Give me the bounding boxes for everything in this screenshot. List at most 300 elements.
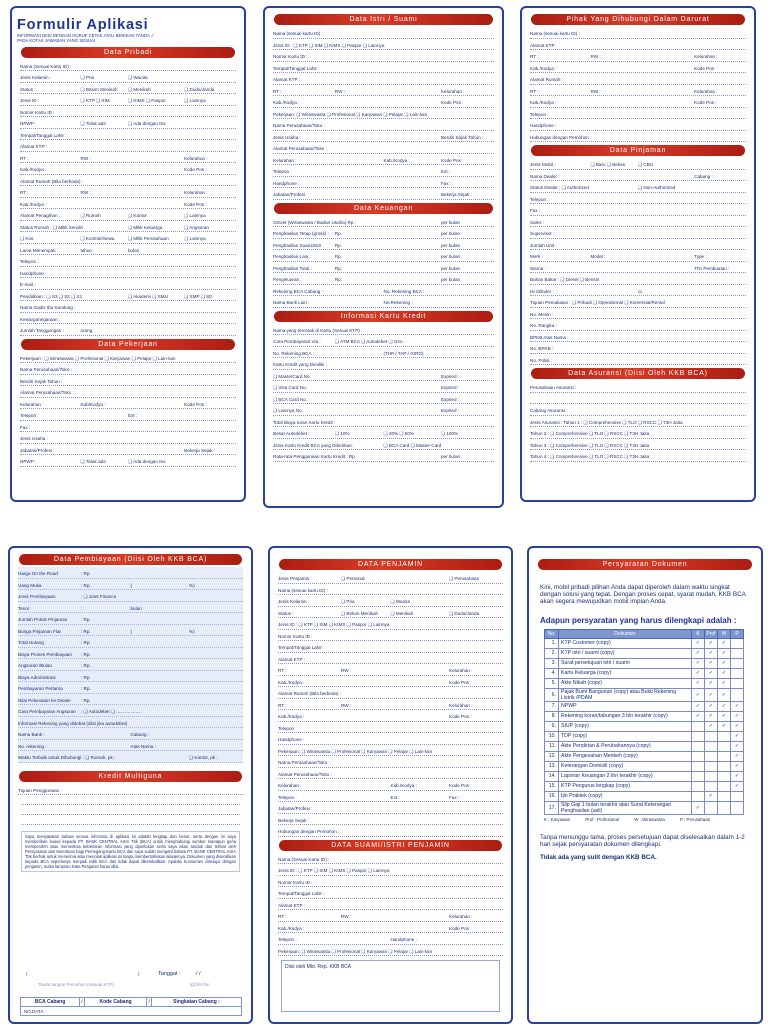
field-label: Telepon : xyxy=(20,259,39,265)
field-label: Jumlah Pokok Pinjaman xyxy=(18,617,68,622)
form-row xyxy=(273,239,494,251)
field-label: Tahun 4 : ❑ Comprehensive ❑ TLO ❑ RSCC ❑ T3H Jaita xyxy=(530,454,650,459)
field-label: Bahan Bakar : ❑ Diesel ❑ Bensin xyxy=(530,277,600,282)
form-row xyxy=(20,278,236,290)
doc-name: KTP istri / suami (copy) xyxy=(559,648,692,658)
form-row xyxy=(20,117,236,129)
field-label: Warna : xyxy=(530,265,546,271)
field-label: Penghasilan Tetap (gross) : xyxy=(273,231,329,236)
field-label: Bekerja Sejak : xyxy=(278,817,309,823)
field-label: Pekerjaan: ❑ Wiraswasta ❑ Profesional ❑ Karyawan ❑ Pelajar ❑ Lain-lain xyxy=(273,111,428,117)
document-row xyxy=(545,711,744,721)
check-w: ✓ xyxy=(718,648,731,658)
field-label: Telepon : xyxy=(273,169,292,174)
doc-number: 9. xyxy=(545,721,559,731)
form-row xyxy=(530,296,746,308)
field-label: Telepon : xyxy=(530,196,549,202)
form-subtitle-2: PADA KOTAK JAWABAN YANG SESUAI xyxy=(17,38,96,44)
field-label: Rp. xyxy=(334,254,343,259)
form-row xyxy=(273,119,494,131)
field-label: %) xyxy=(189,582,195,588)
field-label: ❑ 10% xyxy=(334,431,350,436)
field-label: ❑ Tidak ada xyxy=(80,459,106,465)
form-row xyxy=(273,131,494,143)
form-row xyxy=(278,945,503,957)
form-row xyxy=(530,193,746,205)
field-label: ❑ Kantor, pk : xyxy=(189,755,218,760)
check-w xyxy=(718,801,731,814)
form-row xyxy=(530,27,746,39)
field-label: Lama Menempati : xyxy=(20,247,59,253)
form-row xyxy=(20,352,236,364)
field-label: Biaya Proses Pembiayaan xyxy=(18,651,72,657)
field-label: Jumlah Unit : xyxy=(530,242,557,248)
field-label: No. Rangka : xyxy=(530,323,557,328)
field-label: Atas Nama : xyxy=(130,743,156,749)
field-label: Jenis Pembiayaan xyxy=(18,594,56,599)
form-row xyxy=(273,227,494,239)
form-row xyxy=(273,262,494,274)
form-row xyxy=(273,285,494,297)
form-row xyxy=(18,602,243,614)
check-p: ✓ xyxy=(731,711,744,721)
check-k xyxy=(692,771,705,781)
field-label: Kab./Kodya : xyxy=(390,783,417,788)
form-row xyxy=(530,170,746,182)
field-label: cc xyxy=(638,288,643,294)
field-label: per bulan xyxy=(440,454,461,459)
field-label: Kode Pos : xyxy=(449,925,472,931)
doc-number: 2. xyxy=(545,648,559,658)
form-row xyxy=(273,154,494,166)
form-row xyxy=(273,73,494,85)
form-row xyxy=(273,416,494,428)
document-row xyxy=(545,741,744,751)
field-label: Jabatan/Profesi : xyxy=(20,447,55,453)
legend-w: W : Wiraswasta xyxy=(634,816,665,822)
check-p: ✓ xyxy=(731,761,744,771)
doc-name: NPWP xyxy=(559,701,692,711)
form-row xyxy=(278,699,503,711)
field-label: Nama (Sesuai Kartu ID) : xyxy=(278,856,330,862)
field-label: ❑ Belum Menikah xyxy=(341,610,379,616)
field-label: Nomor Kartu ID : xyxy=(20,109,55,115)
form-row xyxy=(20,60,236,72)
form-row xyxy=(20,140,236,152)
blank-line xyxy=(21,815,240,825)
field-label: No. Rekening BCA : xyxy=(383,288,425,294)
form-row xyxy=(273,50,494,62)
section-header-data-asuransi: Data Asuransi (Diisi Oleh KKB BCA) xyxy=(531,368,745,379)
check-w: ✓ xyxy=(718,701,731,711)
doc-number: 1. xyxy=(545,638,559,648)
form-row xyxy=(18,590,243,602)
field-label: Kode Pos : xyxy=(184,401,207,407)
check-w: ✓ xyxy=(718,721,731,731)
field-label: ❑ BCA Card No. xyxy=(273,396,308,402)
field-label: Telepon : xyxy=(278,794,297,800)
field-label: Kelurahan : xyxy=(278,783,302,788)
form-row xyxy=(530,131,746,143)
footer-kode-cabang: Kode Cabang xyxy=(84,998,147,1007)
form-row xyxy=(273,142,494,154)
field-label: Jenis Usaha : xyxy=(20,436,48,442)
fields-data-penjamin xyxy=(278,572,503,837)
field-label: Jenis Usaha : xyxy=(273,134,301,140)
check-w xyxy=(718,751,731,761)
form-row xyxy=(20,444,236,456)
form-row xyxy=(278,630,503,642)
field-label: RW : xyxy=(590,88,601,94)
field-label: ❑ Milik Keluarga xyxy=(128,224,163,230)
check-prof xyxy=(705,731,718,741)
field-label: Kode Pos : xyxy=(449,679,472,685)
field-label: Alamat Perusahaan/Toko : xyxy=(273,146,327,151)
form-row xyxy=(18,682,243,694)
check-k: ✓ xyxy=(692,658,705,668)
form-row xyxy=(530,308,746,320)
check-w xyxy=(718,771,731,781)
form-row xyxy=(530,354,746,366)
branch-footer-table xyxy=(20,997,242,1016)
section-header-data-penjamin: DATA PENJAMIN xyxy=(279,559,502,570)
field-label: RT : xyxy=(278,914,287,919)
field-label: Rekening BCA Cabang : xyxy=(273,288,323,294)
form-row xyxy=(20,409,236,421)
field-label: Ext : xyxy=(440,169,451,174)
check-k: ✓ xyxy=(692,701,705,711)
signature-close: ) xyxy=(138,971,140,976)
field-label: Status Rumah : ❑ Milik Sendiri xyxy=(20,224,84,230)
field-label: RW : xyxy=(334,88,345,94)
field-label: Informasi Rekening yang didebet (diisi jika autodebet) xyxy=(18,720,128,726)
form-row xyxy=(530,342,746,354)
section-header-data-pekerjaan: Data Pekerjaan xyxy=(21,339,235,350)
field-label: ❑ Lainnya xyxy=(184,98,206,104)
form-row xyxy=(530,39,746,51)
field-label: Jenis Mobil : xyxy=(530,162,556,167)
doc-name: Akte Nikah (copy) xyxy=(559,678,692,688)
form-row xyxy=(20,421,236,433)
fields-kredit-multiguna xyxy=(18,784,243,796)
field-label: ❑ Belum Menikah xyxy=(80,86,118,92)
field-label: ❑ BCA Card ❑ Master Card xyxy=(383,442,442,448)
field-label: ❑ 30% ❑ 50% xyxy=(383,431,414,436)
section-header-data-pembiayaan: Data Pembiayaan (Diisi Oleh KKB BCA) xyxy=(19,554,242,565)
field-label: : Rp. xyxy=(81,697,91,703)
check-prof xyxy=(705,771,718,781)
field-label: RT : xyxy=(20,155,29,161)
check-w: ✓ xyxy=(718,638,731,648)
form-row xyxy=(278,791,503,803)
check-w: ✓ xyxy=(718,668,731,678)
field-label: Kelurahan : xyxy=(694,88,718,94)
document-row xyxy=(545,801,744,814)
form-row xyxy=(530,262,746,274)
form-row xyxy=(278,922,503,934)
check-prof: ✓ xyxy=(705,668,718,678)
field-label: Thn Pembuatan : xyxy=(694,265,730,271)
check-prof xyxy=(705,751,718,761)
form-row xyxy=(20,221,236,233)
form-row xyxy=(20,432,236,444)
form-row xyxy=(20,129,236,141)
form-row xyxy=(273,188,494,200)
document-row xyxy=(545,658,744,668)
form-row xyxy=(278,899,503,911)
field-label: per bulan xyxy=(440,254,461,259)
tanggal-label: Tanggal : xyxy=(158,971,181,977)
form-row xyxy=(278,853,503,865)
field-label: Bekerja Sejak : xyxy=(184,447,216,453)
document-row xyxy=(545,648,744,658)
field-label: Total Biaya Iuran Kartu Kredit : xyxy=(273,419,336,425)
check-k xyxy=(692,761,705,771)
intro-paragraph: Kini, mobil pribadi pilihan Anda dapat diperoleh dalam waktu singkat dengan solusi yang tepat. Dengan proses cepat, syarat mudah, KKB BCA akan segera mewujudkan mobil impian Anda. xyxy=(540,584,746,606)
field-label: Nama (sesuai kartu ID) : xyxy=(278,587,328,593)
field-label: per bulan xyxy=(440,277,461,282)
form-row xyxy=(20,94,236,106)
check-p: ✓ xyxy=(731,751,744,761)
field-label: RT : xyxy=(278,668,287,673)
field-label: Kelurahan : xyxy=(273,157,297,163)
field-label: BPKB Atas Nama : xyxy=(530,334,569,340)
field-label: Kode Pos : xyxy=(184,201,207,207)
form-row xyxy=(20,363,236,375)
check-k: ✓ xyxy=(692,648,705,658)
check-w xyxy=(718,761,731,771)
field-label: Handphone : xyxy=(390,937,417,942)
field-label: ❑ Wanita xyxy=(128,75,148,81)
field-label: Nama yang tercetak di Kartu (Sesuai KTP) : xyxy=(273,327,363,333)
field-label: Berdiri Sejak Tahun : xyxy=(440,134,484,140)
field-label: No. BPKB : xyxy=(530,346,554,351)
doc-number: 10. xyxy=(545,731,559,741)
field-label: ❑ Pria xyxy=(80,75,95,81)
form-row xyxy=(20,106,236,118)
signature-caption: Tanda tangan Pemohon (Sesuai KTP) xyxy=(38,982,114,987)
form-row xyxy=(20,175,236,187)
check-prof xyxy=(705,781,718,791)
field-label: Alamat Perusahaan/Toko : xyxy=(20,390,74,396)
check-p: ✓ xyxy=(731,701,744,711)
panel-penjamin xyxy=(268,546,513,1024)
check-w xyxy=(718,781,731,791)
check-p: ✓ xyxy=(731,741,744,751)
check-prof: ✓ xyxy=(705,658,718,668)
field-label: Nama Gadis Ibu Kandung : xyxy=(20,305,76,311)
form-row xyxy=(273,27,494,39)
field-label: ❑ Baru ❑ Bekas xyxy=(590,162,626,167)
outro-paragraph: Tanpa menunggu lama, proses persetujuan dapat diselesaikan dalam 1-2 hari sejak persyaratan dokumen dilengkapi. xyxy=(540,833,745,848)
form-row xyxy=(20,232,236,244)
field-label: Pendidikan : ❑ S3 ❑ S2 ❑ S1 xyxy=(20,293,83,299)
form-row xyxy=(278,864,503,876)
field-label: Kab./Kodya : xyxy=(530,100,557,105)
field-label: Alamat Rumah (Bila berbeda) : xyxy=(20,178,84,184)
field-label: Cabang : xyxy=(130,732,150,737)
field-label: Model : xyxy=(590,254,606,259)
field-label: No. Polisi : xyxy=(530,357,552,363)
doc-number: 3. xyxy=(545,658,559,668)
field-label: Pekerjaan: ❑ Wiraswasta ❑ Profesional ❑ Karyawan ❑ Pelajar ❑ Lain-lain xyxy=(278,748,433,754)
form-title: Formulir Aplikasi xyxy=(17,17,149,33)
field-label: ❑ Kantor xyxy=(128,213,147,219)
field-label: Perusahaan Asuransi : xyxy=(530,385,577,390)
field-label: Kab./Kodya : xyxy=(530,65,557,71)
doc-name: KTP Pengurus lengkap (copy) xyxy=(559,781,692,791)
form-row xyxy=(530,285,746,297)
field-label: : Rp. xyxy=(81,663,91,668)
field-label: Fax : xyxy=(440,180,452,186)
field-label: ❑ Lainnya xyxy=(184,213,206,219)
form-row xyxy=(530,450,746,462)
field-label: Total Hutang xyxy=(18,640,44,645)
field-label: Kab./Kodya : xyxy=(273,100,300,105)
check-p xyxy=(731,791,744,801)
form-row xyxy=(20,152,236,164)
check-p xyxy=(731,688,744,701)
field-label: Kelurahan : xyxy=(449,668,473,673)
field-label: RW : xyxy=(80,190,91,196)
field-label: Alamat Perusahaan/Toko : xyxy=(278,771,332,777)
form-row xyxy=(273,62,494,74)
signature-open: ( xyxy=(26,971,28,976)
field-label: Kelurahan : xyxy=(440,88,465,94)
field-label: ❑ KTP ❑ SIM xyxy=(80,98,110,104)
fields-data-pribadi xyxy=(20,60,236,336)
form-row xyxy=(273,165,494,177)
doc-number: 16. xyxy=(545,791,559,801)
field-label: Kode Pos : xyxy=(694,100,717,105)
doc-name: Akte Pendirian & Perubahannya (copy) xyxy=(559,741,692,751)
blank-line xyxy=(21,805,240,815)
field-label: Telepon : xyxy=(20,413,39,419)
panel-istri-suami xyxy=(263,6,504,508)
doc-name: Ijin Praktek (copy) xyxy=(559,791,692,801)
form-row xyxy=(20,375,236,387)
field-label: No.Rekening : xyxy=(383,300,413,305)
check-prof: ✓ xyxy=(705,701,718,711)
fields-suami-istri-penjamin xyxy=(278,853,503,957)
doc-number: 7. xyxy=(545,701,559,711)
form-row xyxy=(530,216,746,228)
form-row xyxy=(20,398,236,410)
form-row xyxy=(278,710,503,722)
fields-data-asuransi xyxy=(530,381,746,462)
field-label: Handphone : xyxy=(530,123,557,128)
form-row xyxy=(20,313,236,325)
field-label: Hubungan dengan Pemohon : xyxy=(278,829,340,834)
field-label: Kab./Kodya : xyxy=(278,925,305,931)
check-p xyxy=(731,678,744,688)
form-row xyxy=(273,177,494,189)
field-label: Jenis ID : ❑ KTP ❑ SIM ❑ KIMS ❑ Paspor ❑ Lainnya xyxy=(278,622,390,627)
th-w: W xyxy=(718,629,731,638)
field-label: Cara Pembayaran Via : xyxy=(273,339,321,344)
field-label: bulan xyxy=(130,605,142,611)
field-label: Status : xyxy=(278,610,294,616)
field-label: ❑ Lainnya No. xyxy=(273,408,303,413)
field-label: Kode Pos : xyxy=(184,167,207,173)
field-label: E-mail : xyxy=(20,282,36,288)
form-row xyxy=(530,239,746,251)
footer-slash: / xyxy=(148,999,150,1005)
tagline: Tidak ada yang sulit dengan KKB BCA. xyxy=(540,854,657,862)
field-label: Pengeluaran : xyxy=(273,277,302,282)
field-label: Fax : xyxy=(20,424,31,430)
form-row xyxy=(273,108,494,120)
document-row xyxy=(545,721,744,731)
field-label: ❑ 100% xyxy=(440,431,459,436)
field-label: Cara Pembayaran Angsuran xyxy=(18,709,76,714)
field-label: Ext : xyxy=(390,794,400,800)
field-label: ❑ KIMS ❑ Paspor xyxy=(128,98,166,104)
field-label: Cabang Asuransi : xyxy=(530,408,568,413)
field-label: Type : xyxy=(694,254,707,259)
fields-pihak-darurat xyxy=(530,27,746,142)
legend xyxy=(544,817,746,822)
doc-number: 8. xyxy=(545,711,559,721)
form-row xyxy=(530,381,746,393)
field-label: ❑ SMP ❑ SD xyxy=(184,293,213,299)
form-row xyxy=(273,216,494,228)
check-p xyxy=(731,668,744,678)
field-label: Kelurahan : xyxy=(449,702,473,708)
date-caption: tgl bln thn xyxy=(190,982,210,987)
field-label: ❑ Ada dengan No. xyxy=(128,121,167,127)
field-label: ❑ Wanita xyxy=(390,599,411,604)
field-label: ❑ ATM BCA ❑ Autodebet ❑ Giro xyxy=(334,339,403,344)
doc-number: 13. xyxy=(545,761,559,771)
form-row xyxy=(530,108,746,120)
fields-data-keuangan xyxy=(273,216,494,308)
document-row xyxy=(545,638,744,648)
form-row xyxy=(278,664,503,676)
field-label: Alamat KTP : xyxy=(530,42,557,48)
field-label: Fax : xyxy=(530,208,541,213)
field-label: Handphone : xyxy=(278,737,305,742)
section-header-data-pribadi: Data Pribadi xyxy=(21,47,235,58)
form-row xyxy=(278,887,503,899)
field-label: Tenor xyxy=(18,605,30,611)
field-label: ❑ Kontrak/Sewa xyxy=(80,236,115,242)
form-row xyxy=(18,740,243,752)
form-row xyxy=(530,50,746,62)
field-label: Kode Pos : xyxy=(694,65,717,71)
document-row xyxy=(545,761,744,771)
field-label: Jenis ID : ❑ KTP ❑ SIM ❑ KIMS ❑ Paspor ❑ Lainnya xyxy=(273,42,385,48)
field-label: Uang Muka xyxy=(18,582,42,588)
doc-number: 17. xyxy=(545,801,559,814)
field-label: Ext : xyxy=(128,413,138,419)
form-subtitle-1: INFORMASI DIISI DENGAN HURUF CETAK ATAU BERIKAN TANDA ✓ xyxy=(17,33,155,38)
doc-number: 15. xyxy=(545,781,559,791)
field-label: Berdiri Sejak Tahun : xyxy=(20,378,63,384)
doc-number: 4. xyxy=(545,668,559,678)
form-row xyxy=(20,267,236,279)
fields-data-istri-suami xyxy=(273,27,494,200)
field-label: Tujuan Penggunaan : xyxy=(18,787,62,793)
form-row xyxy=(278,607,503,619)
form-row xyxy=(20,301,236,313)
form-row xyxy=(20,71,236,83)
check-prof: ✓ xyxy=(705,678,718,688)
field-label: Kelurahan : xyxy=(184,190,208,196)
field-label: Penghasilan Total : xyxy=(273,265,312,271)
field-label: Bunga Pinjaman Flat xyxy=(18,628,61,634)
fields-data-pembiayaan xyxy=(18,567,243,763)
